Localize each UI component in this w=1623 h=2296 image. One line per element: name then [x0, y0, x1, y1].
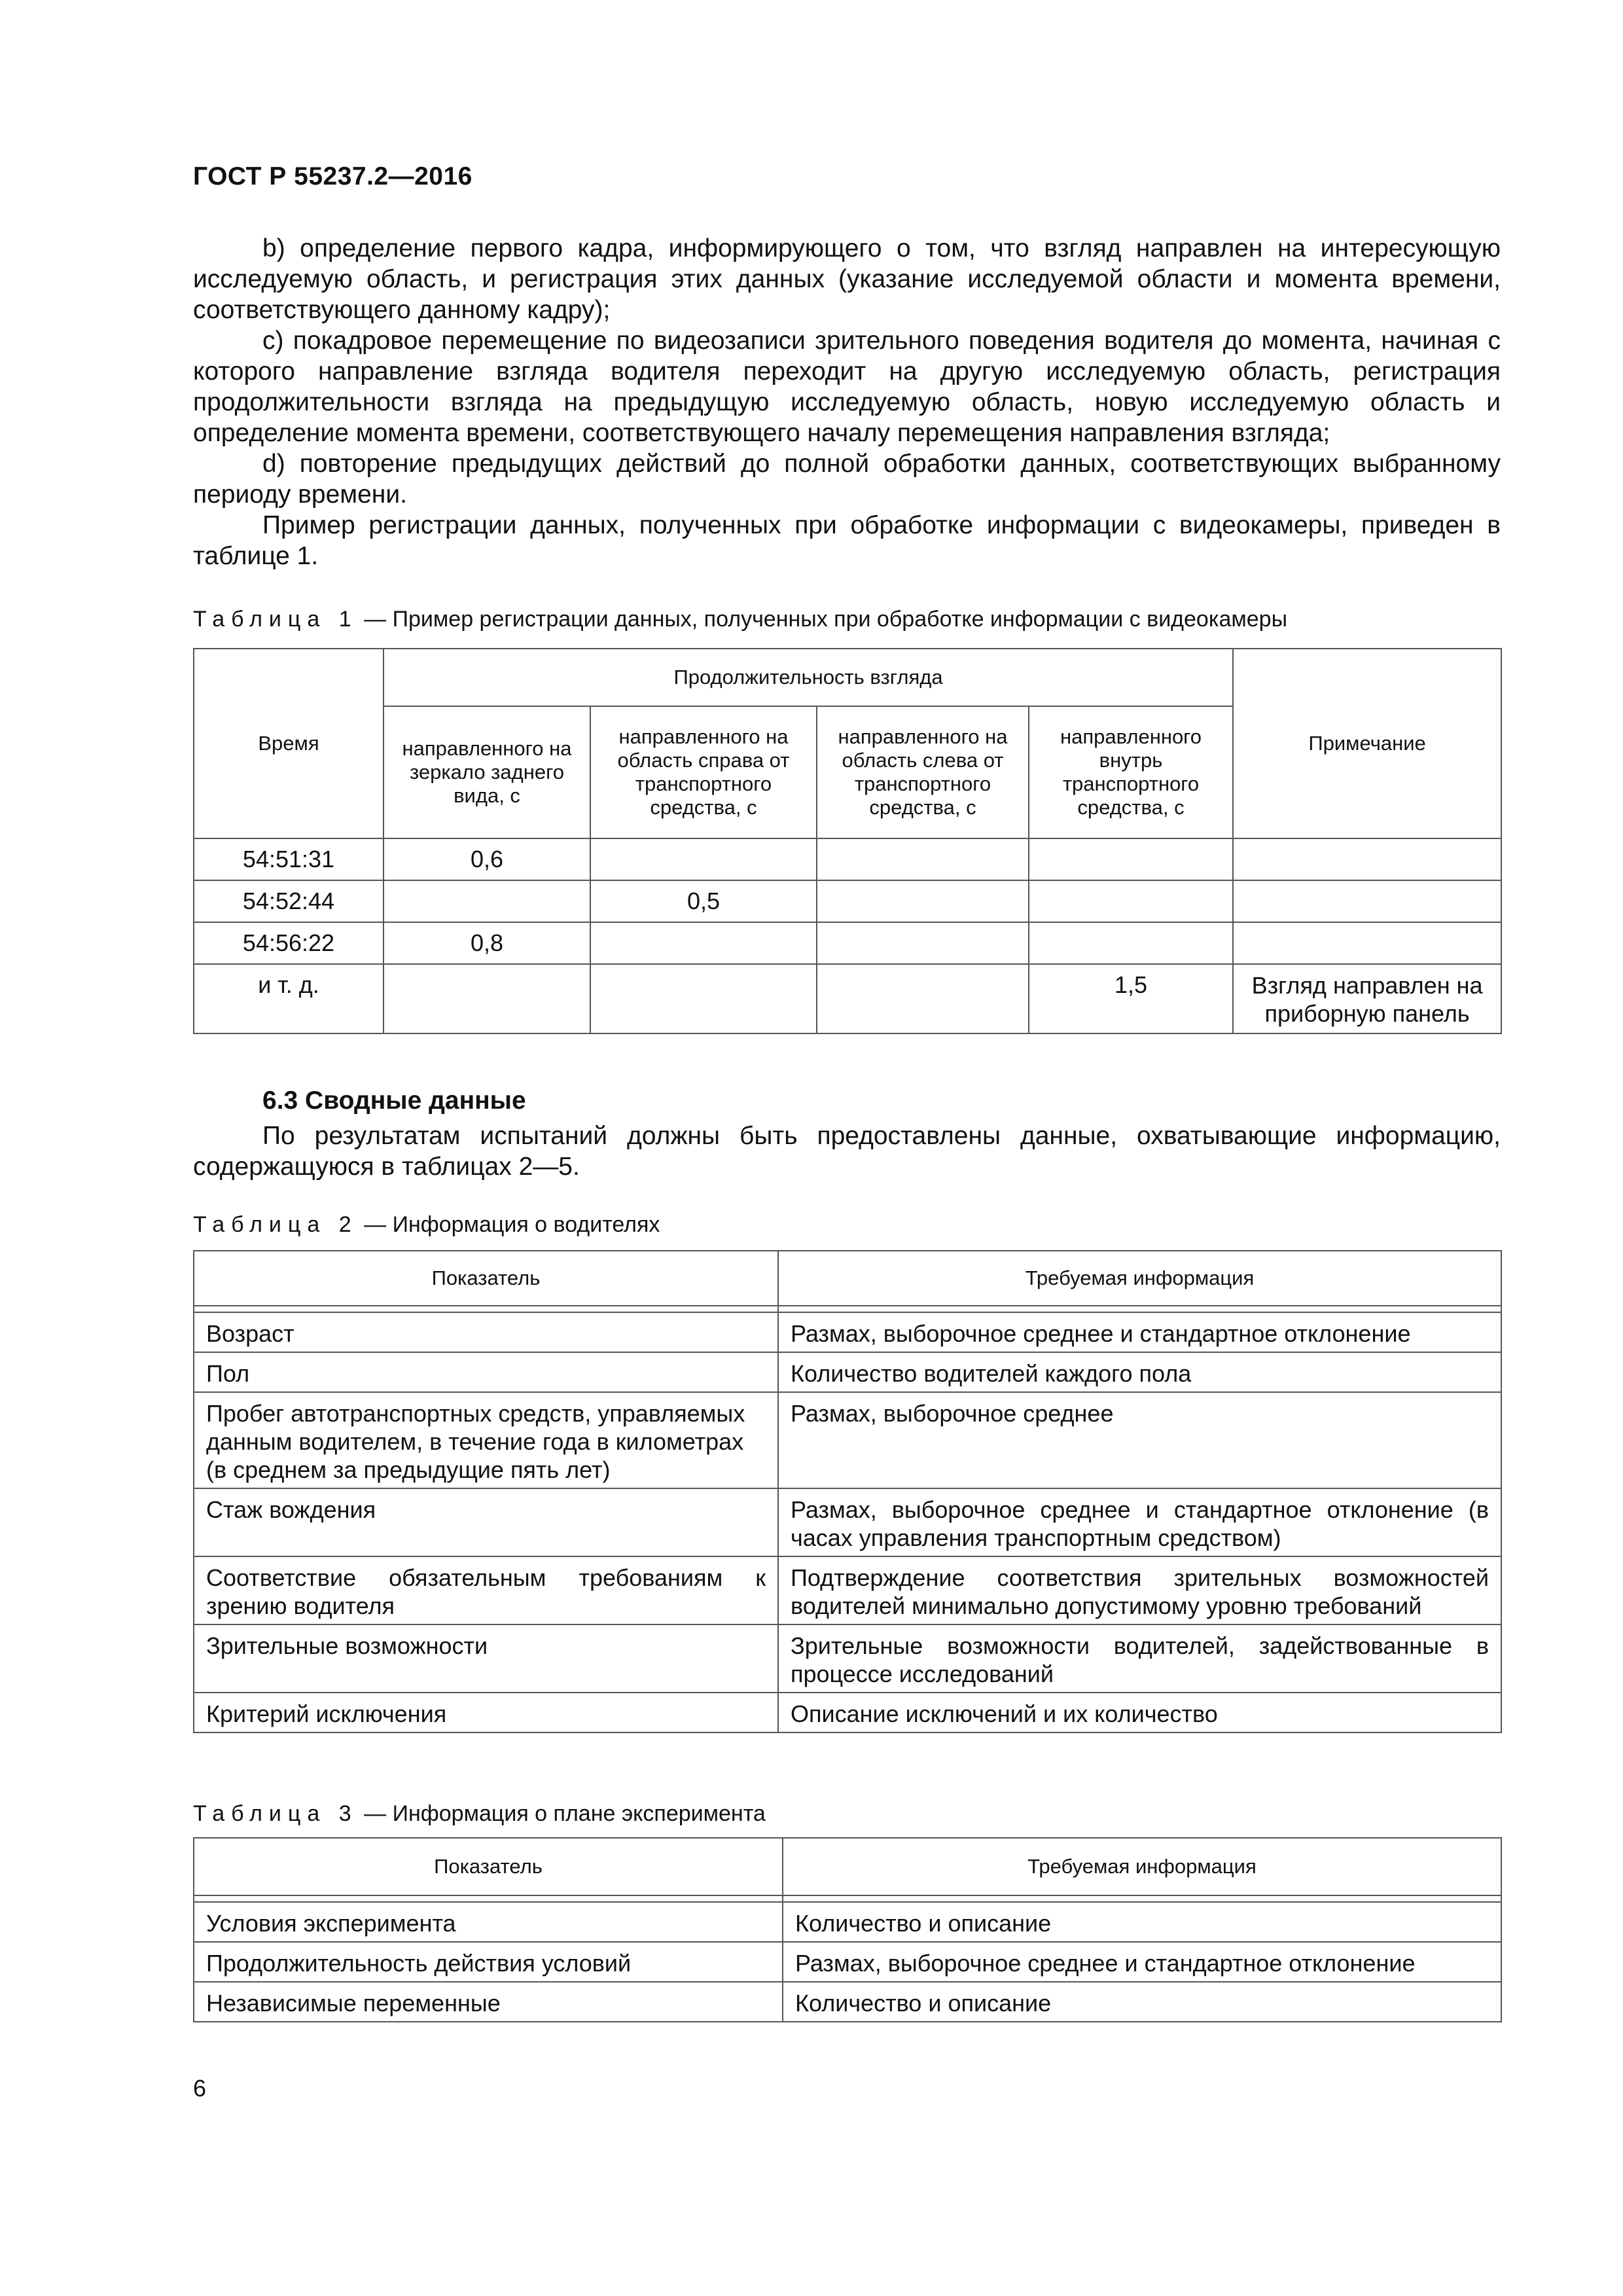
table-gap-cell [783, 1895, 1501, 1902]
table-cell: Количество и описание [783, 1982, 1501, 2022]
table-cell [1029, 880, 1233, 922]
table-cell: Продолжительность действия условий [194, 1942, 783, 1982]
paragraph-d: d) повторение предыдущих действий до полной обработки данных, соответствующих выбранному периоду времени. [193, 450, 1501, 509]
intro-text [193, 233, 1501, 571]
table-cell: Размах, выборочное среднее и стандартное отклонение [783, 1942, 1501, 1982]
table-cell: Пробег автотранспортных средств, управляемых данным водителем, в течение года в километрах (в среднем за предыдущие пять лет) [194, 1392, 778, 1488]
table3-caption-prefix: Таблица 3 [193, 1801, 358, 1826]
section-text [193, 1121, 1501, 1182]
table1-subheader: направленного на зеркало заднего вида, с [383, 706, 590, 838]
table-gap [194, 1895, 1501, 1902]
table-cell [1233, 922, 1501, 964]
table2-header-required: Требуемая информация [778, 1251, 1501, 1306]
drivers-info-table [193, 1250, 1502, 1733]
table-gap [194, 1306, 1501, 1312]
table2-caption-prefix: Таблица 2 [193, 1212, 358, 1237]
table-cell: 54:52:44 [194, 880, 383, 922]
table-cell: 1,5 [1029, 964, 1233, 1033]
table1-header-time: Время [194, 649, 383, 838]
gaze-duration-table [193, 648, 1502, 1034]
table-cell: Зрительные возможности водителей, задействованные в процессе исследований [778, 1624, 1501, 1693]
table-gap-cell [778, 1306, 1501, 1312]
table-cell: 0,8 [383, 922, 590, 964]
table-cell: 54:51:31 [194, 838, 383, 880]
table-cell: Пол [194, 1352, 778, 1392]
table-cell: Размах, выборочное среднее и стандартное отклонение [778, 1312, 1501, 1352]
table-cell: Взгляд направлен на приборную панель [1233, 964, 1501, 1033]
table-cell [590, 838, 817, 880]
table-cell [590, 964, 817, 1033]
table-row [194, 1352, 1501, 1392]
table-cell: Зрительные возможности [194, 1624, 778, 1693]
table-cell [817, 922, 1029, 964]
table-cell: Количество водителей каждого пола [778, 1352, 1501, 1392]
table1-caption-prefix: Таблица 1 [193, 607, 358, 632]
table-row [194, 1312, 1501, 1352]
section-paragraph: По результатам испытаний должны быть предоставлены данные, охватывающие информацию, содержащуюся в таблицах 2—5. [193, 1122, 1501, 1181]
table1-header-note: Примечание [1233, 649, 1501, 838]
table-cell: 0,6 [383, 838, 590, 880]
document-code: ГОСТ Р 55237.2—2016 [193, 162, 473, 190]
table-cell [817, 838, 1029, 880]
table-cell [1233, 880, 1501, 922]
table-cell: Критерий исключения [194, 1693, 778, 1732]
table-row [194, 964, 1501, 1033]
table-row [194, 1942, 1501, 1982]
paragraph-c: c) покадровое перемещение по видеозаписи зрительного поведения водителя до момента, начиная с которого направление взгляда водителя переходит на другую исследуемую область, регистрация продолжительности взгляда на предыдущую исследуемую область, новую исследуемую область и определение момента времени, соответствующего началу перемещения направления взгляда; [193, 327, 1501, 447]
table1-header-group: Продолжительность взгляда [383, 649, 1233, 706]
table-row [194, 1488, 1501, 1556]
table-cell: 54:56:22 [194, 922, 383, 964]
table-cell: Размах, выборочное среднее и стандартное отклонение (в часах управления транспортным средством) [778, 1488, 1501, 1556]
table3-caption-text: — Информация о плане эксперимента [357, 1801, 766, 1826]
table-cell: Стаж вождения [194, 1488, 778, 1556]
table-cell [817, 964, 1029, 1033]
table-row [194, 1982, 1501, 2022]
table-row [194, 1392, 1501, 1488]
paragraph-example: Пример регистрации данных, полученных при обработке информации с видеокамеры, приведен в таблице 1. [193, 511, 1501, 570]
paragraph-b: b) определение первого кадра, информирующего о том, что взгляд направлен на интересующую исследуемую область, и регистрация этих данных (указание исследуемой области и момента времени, соответствующего данному кадру); [193, 234, 1501, 324]
table-cell: 0,5 [590, 880, 817, 922]
table3-header-indicator: Показатель [194, 1838, 783, 1895]
table-cell: Количество и описание [783, 1902, 1501, 1942]
table-row [194, 838, 1501, 880]
table-cell: и т. д. [194, 964, 383, 1033]
table-row [194, 1556, 1501, 1624]
table-cell [1029, 838, 1233, 880]
table3-caption [193, 1801, 766, 1827]
table2-header-indicator: Показатель [194, 1251, 778, 1306]
table-cell [1029, 922, 1233, 964]
table3-header-required: Требуемая информация [783, 1838, 1501, 1895]
table-cell [590, 922, 817, 964]
table-cell: Условия эксперимента [194, 1902, 783, 1942]
table-cell: Соответствие обязательным требованиям к зрению водителя [194, 1556, 778, 1624]
table2-caption-text: — Информация о водителях [357, 1212, 660, 1237]
table-row [194, 922, 1501, 964]
table-cell: Размах, выборочное среднее [778, 1392, 1501, 1488]
table1-subheader: направленного на область справа от транспортного средства, с [590, 706, 817, 838]
table-row [194, 1693, 1501, 1732]
table-cell [1233, 838, 1501, 880]
table-cell [817, 880, 1029, 922]
table1-subheader: направленного внутрь транспортного средства, с [1029, 706, 1233, 838]
table1-caption [193, 607, 1287, 632]
table-gap-cell [194, 1895, 783, 1902]
table1-subheader: направленного на область слева от транспортного средства, с [817, 706, 1029, 838]
table-cell: Независимые переменные [194, 1982, 783, 2022]
table-row [194, 1902, 1501, 1942]
table-row [194, 1624, 1501, 1693]
page-number: 6 [193, 2075, 207, 2102]
table1-caption-text: — Пример регистрации данных, полученных при обработке информации с видеокамеры [357, 607, 1288, 632]
table-gap-cell [194, 1306, 778, 1312]
table-cell: Описание исключений и их количество [778, 1693, 1501, 1732]
experiment-plan-table [193, 1837, 1502, 2022]
table-cell [383, 964, 590, 1033]
table2-caption [193, 1212, 660, 1238]
table-cell: Подтверждение соответствия зрительных возможностей водителей минимально допустимому уровню требований [778, 1556, 1501, 1624]
table-cell [383, 880, 590, 922]
section-heading: 6.3 Сводные данные [262, 1086, 526, 1115]
table-cell: Возраст [194, 1312, 778, 1352]
table-row [194, 880, 1501, 922]
